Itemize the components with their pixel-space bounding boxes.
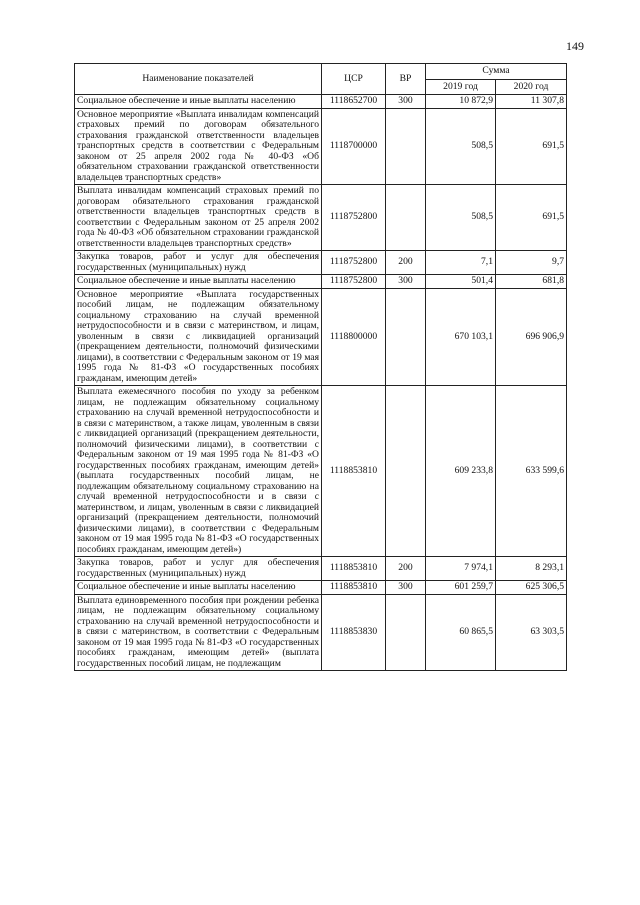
row-name: Основное мероприятие «Выплата государственных пособий лицам, не подлежащим обязательному социальному страхованию на случай временной нетрудоспособности и в связи с материнством, и лицам, уволенным в связи с ликвидацией организаций (прекращением деятельности, полномочий физическими лицами), в соответствии с Федеральным законом от 19 мая 1995 года № 81-ФЗ «О государственных пособиях гражданам, имеющим детей» [75, 288, 322, 386]
page-number: 149 [566, 39, 584, 53]
table-row [75, 251, 567, 275]
row-sum-2019: 601 259,7 [426, 581, 496, 595]
table-row [75, 108, 567, 185]
row-vr: 300 [386, 581, 426, 595]
table-row [75, 386, 567, 557]
row-sum-2019: 508,5 [426, 108, 496, 185]
row-sum-2019: 7 974,1 [426, 557, 496, 581]
header-row [75, 64, 567, 80]
row-name: Социальное обеспечение и иные выплаты населению [75, 275, 322, 289]
header-csr: ЦСР [322, 64, 386, 95]
table-row [75, 185, 567, 251]
header-year-2019: 2019 год [426, 79, 496, 95]
row-sum-2020: 681,8 [496, 275, 567, 289]
row-sum-2020: 691,5 [496, 185, 567, 251]
row-csr: 1118752800 [322, 275, 386, 289]
row-vr: 300 [386, 95, 426, 109]
row-vr [386, 594, 426, 671]
row-vr [386, 386, 426, 557]
row-sum-2020: 696 906,9 [496, 288, 567, 386]
row-vr [386, 108, 426, 185]
header-sum: Сумма [426, 64, 567, 80]
row-csr: 1118853810 [322, 557, 386, 581]
row-sum-2019: 609 233,8 [426, 386, 496, 557]
row-name: Выплата ежемесячного пособия по уходу за ребенком лицам, не подлежащим обязательному социальному страхованию на случай временной нетрудоспособности и в связи с материнством, а также лицам, уволенным в связи с ликвидацией организаций (прекращением деятельности, полномочий физическими лицами), в соответствии с Федеральным законом от 19 мая 1995 года № 81-ФЗ «О государственных пособиях гражданам, имеющим детей» (выплата государственных пособий лицам, не подлежащим обязательному социальному страхованию на случай временной нетрудоспособности и в связи с материнством, и лицам, уволенным в связи с ликвидацией организаций (прекращением деятельности, полномочий физическими лицами), в соответствии с Федеральным законом от 19 мая 1995 года № 81-ФЗ «О государственных пособиях гражданам, имеющим детей») [75, 386, 322, 557]
row-sum-2020: 9,7 [496, 251, 567, 275]
header-name: Наименование показателей [75, 64, 322, 95]
table-row [75, 594, 567, 671]
row-name: Закупка товаров, работ и услуг для обеспечения государственных (муниципальных) нужд [75, 557, 322, 581]
row-sum-2019: 7,1 [426, 251, 496, 275]
header-vr: ВР [386, 64, 426, 95]
row-sum-2020: 11 307,8 [496, 95, 567, 109]
row-csr: 1118853830 [322, 594, 386, 671]
row-vr [386, 288, 426, 386]
row-csr: 1118652700 [322, 95, 386, 109]
row-name: Социальное обеспечение и иные выплаты населению [75, 95, 322, 109]
row-name: Выплата единовременного пособия при рождении ребенка лицам, не подлежащим обязательному социальному страхованию на случай временной нетрудоспособности и в связи с материнством, в соответствии с Федеральным законом от 19 мая 1995 года № 81-ФЗ «О государственных пособиях гражданам, имеющим детей» (выплата государственных пособий лицам, не подлежащим [75, 594, 322, 671]
row-vr: 200 [386, 251, 426, 275]
row-sum-2019: 670 103,1 [426, 288, 496, 386]
row-sum-2019: 10 872,9 [426, 95, 496, 109]
row-name: Основное мероприятие «Выплата инвалидам компенсаций страховых премий по договорам обязательного страхования гражданской ответственности владельцев транспортных средств в соответствии с Федеральным законом от 25 апреля 2002 года № 40-ФЗ «Об обязательном страховании гражданской ответственности владельцев транспортных средств» [75, 108, 322, 185]
table-row [75, 557, 567, 581]
row-csr: 1118752800 [322, 185, 386, 251]
table-row [75, 581, 567, 595]
row-sum-2020: 8 293,1 [496, 557, 567, 581]
table-row [75, 95, 567, 109]
row-vr: 300 [386, 275, 426, 289]
budget-table [74, 63, 567, 671]
header-year-2020: 2020 год [496, 79, 567, 95]
table-row [75, 275, 567, 289]
row-vr [386, 185, 426, 251]
row-name: Выплата инвалидам компенсаций страховых премий по договорам обязательного страхования гражданской ответственности владельцев транспортных средств в соответствии с Федеральным законом от 25 апреля 2002 года № 40-ФЗ «Об обязательном страховании гражданской ответственности владельцев транспортных средств» [75, 185, 322, 251]
row-sum-2020: 625 306,5 [496, 581, 567, 595]
table-row [75, 288, 567, 386]
row-csr: 1118800000 [322, 288, 386, 386]
row-sum-2019: 60 865,5 [426, 594, 496, 671]
row-name: Закупка товаров, работ и услуг для обеспечения государственных (муниципальных) нужд [75, 251, 322, 275]
row-vr: 200 [386, 557, 426, 581]
row-csr: 1118853810 [322, 581, 386, 595]
row-csr: 1118752800 [322, 251, 386, 275]
row-sum-2019: 508,5 [426, 185, 496, 251]
row-name: Социальное обеспечение и иные выплаты населению [75, 581, 322, 595]
row-sum-2020: 63 303,5 [496, 594, 567, 671]
row-csr: 1118700000 [322, 108, 386, 185]
row-csr: 1118853810 [322, 386, 386, 557]
row-sum-2020: 633 599,6 [496, 386, 567, 557]
row-sum-2019: 501,4 [426, 275, 496, 289]
row-sum-2020: 691,5 [496, 108, 567, 185]
